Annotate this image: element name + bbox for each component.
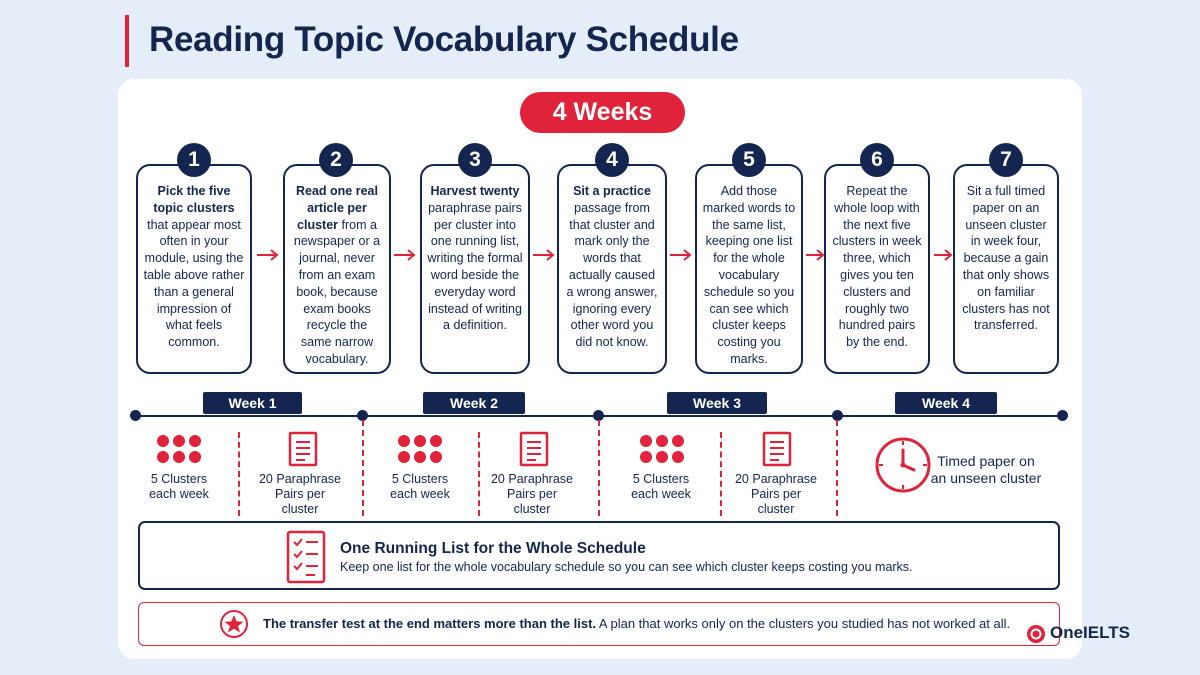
step-number-3: 3 [458, 143, 492, 177]
step-box-2 [283, 164, 391, 374]
transfer-note-rest: A plan that works only on the clusters you studied has not worked at all. [596, 616, 1011, 631]
timeline-dot [1057, 410, 1068, 421]
step-box-3 [420, 164, 530, 374]
pairs-stat: 20 Paraphrase Pairs per cluster [734, 472, 817, 516]
step-text: that appear most often in your module, using the table above rather than a general impression of what feels common. [143, 217, 245, 350]
checklist-icon [285, 529, 327, 585]
arrow-right-icon [393, 248, 417, 262]
step-box-4 [557, 164, 667, 374]
arrow-right-icon [532, 248, 556, 262]
divider [836, 420, 838, 516]
arrow-right-icon [805, 248, 825, 262]
step-box-5 [695, 164, 803, 374]
transfer-note-bold: The transfer test at the end matters more than the list. [263, 616, 597, 631]
week-label-2: Week 2 [423, 392, 525, 414]
step-box-6 [824, 164, 930, 374]
duration-badge: 4 Weeks [520, 92, 685, 133]
step-text: from a newspaper or a journal, never from an exam book, because exam books recycle the same narrow vocabulary. [293, 217, 381, 366]
document-icon [518, 431, 550, 467]
week-label-4: Week 4 [895, 392, 997, 414]
week-label-3: Week 3 [667, 392, 767, 414]
document-icon [287, 431, 319, 467]
step-box-1 [136, 164, 252, 374]
step-box-7 [953, 164, 1059, 374]
step-text: paraphrase pairs per cluster into one running list, writing the formal word beside the everyday word instead of writing a definition. [427, 200, 523, 333]
step-bold: Harvest twenty [430, 184, 520, 198]
divider [720, 432, 722, 516]
timeline-dot [130, 410, 141, 421]
step-number-1: 1 [177, 143, 211, 177]
star-icon [219, 609, 249, 639]
clusters-stat: 5 Clusters each week [390, 472, 450, 501]
pairs-stat: 20 Paraphrase Pairs per cluster [258, 472, 341, 516]
divider [238, 432, 240, 516]
step-text: passage from that cluster and mark only the words that actually caused a wrong answer, ignoring every other word you did not know. [566, 200, 658, 350]
dots-grid-icon [157, 435, 201, 463]
brand-name: OneIELTS [1050, 623, 1130, 642]
clusters-stat: 5 Clusters each week [631, 472, 691, 501]
pairs-stat: 20 Paraphrase Pairs per cluster [490, 472, 573, 516]
step-number-4: 4 [595, 143, 629, 177]
divider [478, 432, 480, 516]
brand-icon [1026, 624, 1046, 644]
step-text: Add those marked words to the same list, keeping one list for the whole vocabulary schedule so you can see which cluster keeps costing you marks. [702, 184, 796, 366]
step-bold: Sit a practice [573, 184, 651, 198]
transfer-note-box [138, 602, 1060, 646]
title-accent-bar [125, 15, 129, 67]
page-title: Reading Topic Vocabulary Schedule [149, 20, 739, 59]
divider [362, 420, 364, 516]
step-bold: Read one real article per cluster [296, 184, 378, 232]
week-label-1: Week 1 [203, 392, 302, 414]
running-list-box [138, 521, 1060, 590]
clock-icon [874, 436, 932, 494]
step-text: Repeat the whole loop with the next five clusters in week three, which gives you ten clusters and roughly two hundred pairs by the end. [832, 184, 922, 350]
step-number-2: 2 [319, 143, 353, 177]
step-text: Sit a full timed paper on an unseen cluster in week four, because a gain that only shows on familiar clusters has not transferred. [962, 184, 1050, 333]
step-number-7: 7 [989, 143, 1023, 177]
running-list-title: One Running List for the Whole Schedule [340, 540, 646, 557]
document-icon [761, 431, 793, 467]
dots-grid-icon [398, 435, 442, 463]
divider [598, 420, 600, 516]
transfer-note-text [263, 616, 1010, 631]
dots-grid-icon [640, 435, 684, 463]
arrow-right-icon [933, 248, 953, 262]
arrow-right-icon [669, 248, 693, 262]
step-bold: Pick the five topic clusters [153, 184, 235, 215]
arrow-right-icon [256, 248, 280, 262]
step-number-5: 5 [732, 143, 766, 177]
step-number-6: 6 [860, 143, 894, 177]
running-list-text: Keep one list for the whole vocabulary schedule so you can see which cluster keeps costing you marks. [340, 560, 913, 574]
clusters-stat: 5 Clusters each week [149, 472, 209, 501]
timed-paper-text: Timed paper on an unseen cluster [930, 453, 1042, 486]
